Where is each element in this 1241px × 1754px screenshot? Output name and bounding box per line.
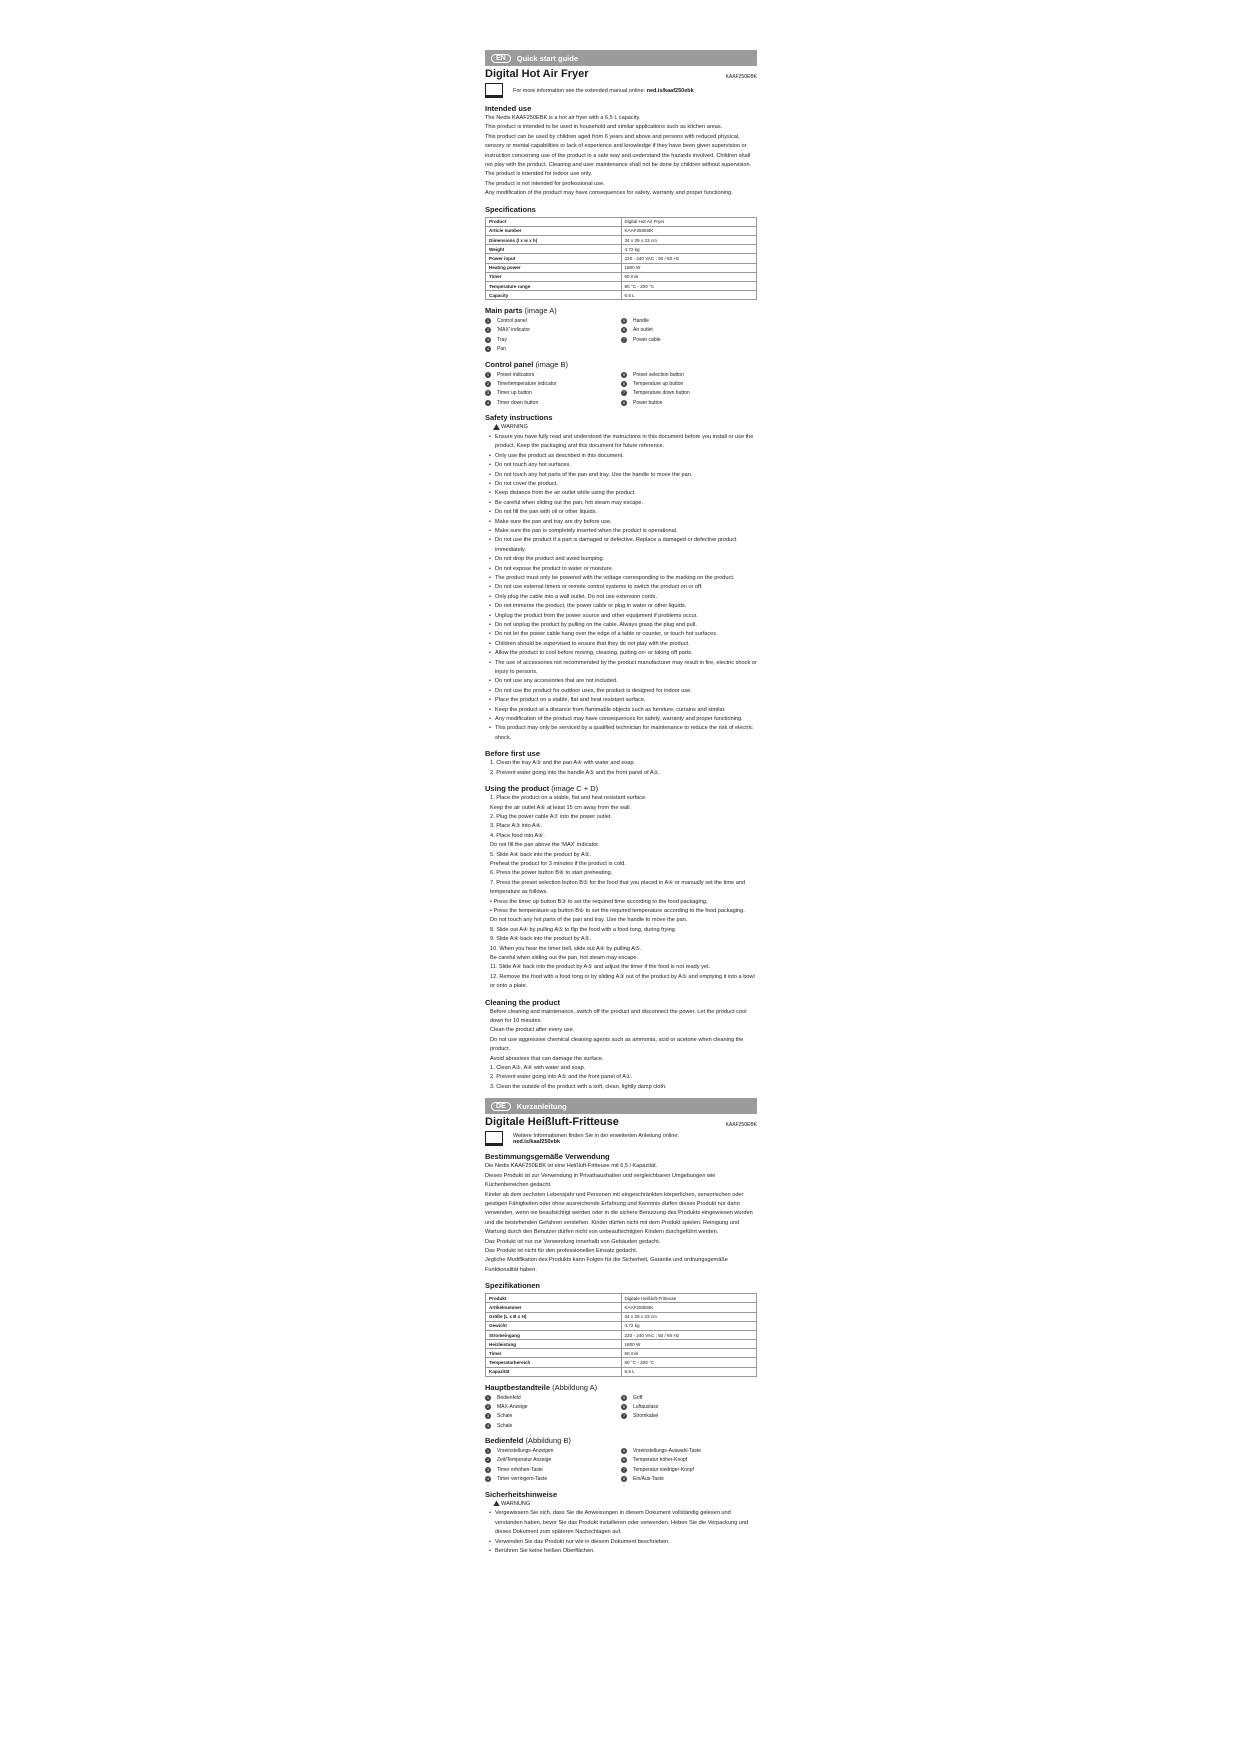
- paragraph: Jegliche Modifikation des Produkts kann Folgen für die Sicherheit, Garantie und ordnungsgemäße Funktionalität haben.: [485, 1257, 728, 1273]
- list-item: [621, 1446, 757, 1455]
- list-item: [621, 370, 757, 379]
- list-item: • Do not use the product for outdoor uses, the product is designed for indoor use.: [490, 687, 757, 696]
- table-row: [486, 1321, 757, 1330]
- number-badge: 4: [486, 1422, 490, 1428]
- list-item-label: Preset indicators: [497, 371, 535, 378]
- section-title: Spezifikationen: [485, 1281, 541, 1291]
- number-badge: 1: [486, 1448, 490, 1454]
- list-item: 4. Place food into A④.: [490, 832, 545, 839]
- control-list: [485, 370, 757, 408]
- list-item: Preheat the product for 3 minutes if the product is cold.: [490, 860, 626, 867]
- list-item-label: MAX-Anzeige: [497, 1403, 528, 1410]
- number-badge: 3: [486, 336, 490, 342]
- list-item: • Be careful when sliding out the pan, hot steam may escape.: [490, 499, 757, 508]
- list-item: [621, 1421, 757, 1430]
- list-item: 2. Plug the power cable A⑦ into the power outlet.: [490, 813, 612, 820]
- number-badge: 6: [622, 1403, 626, 1409]
- spec-value: 1800 W: [621, 1340, 757, 1349]
- number-badge: 7: [622, 1413, 626, 1419]
- list-item: [621, 379, 757, 388]
- number-badge: 6: [622, 1457, 626, 1463]
- list-item: Do not fill the pan above the 'MAX' indicator.: [490, 842, 600, 849]
- control-list: [485, 1446, 757, 1484]
- manual-link[interactable]: ned.is/kaaf250ebk: [513, 1138, 561, 1145]
- section-title: Hauptbestandteile (Abbildung A): [485, 1382, 598, 1392]
- list-item: [485, 1412, 621, 1421]
- parts-list: [485, 316, 757, 354]
- list-item: [485, 398, 621, 407]
- table-row: [486, 1294, 757, 1303]
- section-header-en: [485, 50, 757, 66]
- list-item-label: Tray: [497, 336, 507, 343]
- paragraph: The product is not intended for professional use.: [485, 180, 605, 187]
- language-badge: EN: [491, 54, 511, 63]
- spec-value: 4.72 kg: [621, 245, 757, 254]
- section-title: Bedienfeld (Abbildung B): [485, 1436, 571, 1446]
- paragraph: Das Produkt ist nicht für den professionellen Einsatz gedacht.: [485, 1247, 638, 1254]
- table-row: [486, 254, 757, 263]
- table-row: [486, 272, 757, 281]
- list-item: [485, 389, 621, 398]
- list-item: 1. Clean the tray A③ and the pan A④ with water and soap.: [490, 760, 635, 767]
- spec-table: [485, 1293, 757, 1377]
- list-item: • Do not cover the product.: [490, 480, 757, 489]
- spec-value: 6,5 L: [621, 1367, 757, 1376]
- spec-value: 220 - 240 VAC ; 50 / 60 Hz: [621, 1330, 757, 1339]
- list-item: [485, 326, 621, 335]
- number-badge: 5: [622, 1448, 626, 1454]
- table-row: [486, 291, 757, 300]
- list-item: [621, 335, 757, 344]
- section-title: Specifications: [485, 204, 536, 214]
- table-row: [486, 1303, 757, 1312]
- spec-value: Digital Hot Air Fryer: [621, 217, 757, 226]
- number-badge: 7: [622, 390, 626, 396]
- section-title: Bestimmungsgemäße Verwendung: [485, 1152, 610, 1162]
- list-item: [621, 316, 757, 325]
- article-number: KAAF250EBK: [725, 74, 757, 80]
- laptop-icon: [485, 83, 503, 98]
- list-item: Do not touch any hot parts of the pan and tray. Use the handle to move the pan.: [490, 917, 688, 924]
- section-title: Cleaning the product: [485, 997, 560, 1007]
- safety-list: [485, 1509, 757, 1556]
- spec-value: 80 °C - 200 °C: [621, 1358, 757, 1367]
- list-item: [485, 335, 621, 344]
- list-item-label: Temperatur höher-Knopf: [633, 1457, 688, 1464]
- spec-value: KAAF250EBK: [621, 1303, 757, 1312]
- warning-label: WARNUNG: [485, 1500, 757, 1509]
- manual-link[interactable]: ned.is/kaaf250ebk: [646, 87, 694, 94]
- paragraph: Das Produkt ist nur zur Verwendung innerhalb von Gebäuden gedacht.: [485, 1238, 661, 1245]
- list-item: [485, 370, 621, 379]
- spec-value: 34 x 29 x 33 cm: [621, 1312, 757, 1321]
- list-item: 12. Remove the food with a food tong or by sliding A③ out of the product by A⑤ and emptying it into a bowl or onto a plate.: [490, 973, 755, 990]
- list-item: [621, 1393, 757, 1402]
- list-item: 6. Press the power button B⑧ to start preheating.: [490, 870, 613, 877]
- list-item: • Do not fill the pan with oil or other liquids.: [490, 508, 757, 517]
- list-item: 5. Slide A④ back into the product by A⑤.: [490, 851, 592, 858]
- list-item: • Do not drop the product and avoid bumping.: [490, 555, 757, 564]
- spec-label: Weight: [489, 246, 505, 252]
- list-item: 7. Press the preset selection button B⑤ for the food that you placed in A④ or manually set the time and temperature as follows.: [490, 879, 746, 896]
- list-item-label: Zeit/Temperatur Anzeige: [497, 1457, 552, 1464]
- list-item: • Do not let the power cable hang over the edge of a table or counter, or touch hot surfaces.: [490, 630, 757, 639]
- list-item-label: Schale: [497, 1422, 513, 1429]
- page-title: Digital Hot Air Fryer: [485, 68, 589, 80]
- spec-value: 60 min: [621, 272, 757, 281]
- paragraph: Any modification of the product may have consequences for safety, warranty and proper functioning.: [485, 190, 733, 197]
- list-item: Before cleaning and maintenance, switch off the product and disconnect the power. Let the product cool down for 10 minutes.: [490, 1008, 747, 1025]
- intended-use-text: [485, 1162, 757, 1275]
- list-item: • Ensure you have fully read and understood the instructions in this document before you install or use the product. Keep the packaging and this document for future reference.: [490, 433, 757, 452]
- list-item-label: Timer erhöhen-Taste: [497, 1466, 543, 1473]
- before-list: [485, 759, 757, 778]
- list-item-label: Air outlet: [633, 327, 653, 334]
- list-item-label: Control panel: [497, 318, 527, 325]
- list-item-label: Power cable: [633, 336, 661, 343]
- paragraph: This product is intended to be used in household and similar applications such as kitchen areas.: [485, 124, 723, 131]
- paragraph: The product is intended for indoor use only.: [485, 171, 593, 178]
- number-badge: 1: [486, 1394, 490, 1400]
- page-title: Digitale Heißluft-Fritteuse: [485, 1116, 619, 1129]
- list-item: Be careful when sliding out the pan, hot steam may escape.: [490, 955, 639, 961]
- list-item-label: Temperature down button: [633, 390, 690, 397]
- list-item: Avoid abrasives that can damage the surface.: [490, 1055, 604, 1062]
- laptop-icon: [485, 1131, 503, 1146]
- list-item: 8. Slide out A④ by pulling A⑤ to flip the food with a food tong, during frying.: [490, 926, 677, 933]
- spec-label: Stromeingang: [489, 1332, 520, 1338]
- table-row: [486, 1367, 757, 1376]
- list-item: [485, 316, 621, 325]
- article-number: KAAF250EBK: [725, 1122, 757, 1129]
- spec-label: Kapazität: [489, 1369, 510, 1375]
- list-item: [621, 1465, 757, 1474]
- spec-value: 220 - 240 VAC ; 50 / 60 Hz: [621, 254, 757, 263]
- paragraph: Kinder ab dem sechsten Lebensjahr und Personen mit eingeschränkten körperlichen, sensorischen oder geistigen Fähigkeiten oder ohne ausreichende Erfahrung und Kenntnis dürfen dieses Produkt nur dann verwenden, wenn sie beaufsichtigt werden oder in die sichere Benutzung des Produkts eingewiesen wurden und die bestehenden Gefahren verstehen. Kinder dürfen nicht mit dem Produkt spielen. Reinigung und Wartung durch den Benutzer dürfen nicht von unbeaufsichtigten Kindern durchgeführt werden.: [485, 1191, 753, 1236]
- list-item: [485, 1456, 621, 1465]
- spec-value: 80 °C - 200 °C: [621, 281, 757, 290]
- list-item-label: Stromkabel: [633, 1413, 659, 1420]
- section-title: Intended use: [485, 104, 532, 113]
- list-item: • Press the temperature up button B⑥ to set the required temperature according to the food packaging.: [490, 907, 745, 914]
- list-item: [485, 379, 621, 388]
- list-item: • Make sure the pan is completely inserted when the product is operational.: [490, 527, 757, 536]
- language-badge: DE: [491, 1102, 511, 1111]
- list-item: • Do not touch any hot surfaces.: [490, 461, 757, 470]
- list-item: 1. Place the product on a stable, flat and heat resistant surface.: [490, 795, 647, 802]
- number-badge: 2: [486, 1403, 490, 1409]
- list-item: • Place the product on a stable, flat and heat resistant surface.: [490, 696, 757, 705]
- paragraph: Dieses Produkt ist zur Verwendung in Privathaushalten und vergleichbaren Umgebungen wie Küchenbereichen gedacht.: [485, 1172, 716, 1189]
- list-item: • Press the timer up button B③ to set the required time according to the food packaging.: [490, 898, 708, 905]
- list-item: 10. When you hear the timer bell, slide out A④ by pulling A⑤.: [490, 945, 642, 952]
- spec-table: [485, 217, 757, 301]
- list-item: • Vergewissern Sie sich, dass Sie die Anweisungen in diesem Dokument vollständig gelesen und verstanden haben, bevor Sie das Produkt installieren oder verwenden. Heben Sie die Verpackung und dieses Dokument zum späteren Nachschlagen auf.: [490, 1509, 757, 1537]
- manual-text: For more information see the extended manual online:: [513, 87, 646, 94]
- section-title: Using the product (image C + D): [485, 784, 599, 794]
- list-item-label: Schale: [497, 1413, 513, 1420]
- list-item: [485, 1446, 621, 1455]
- spec-label: Temperature range: [489, 283, 531, 289]
- list-item-label: Griff: [633, 1394, 643, 1401]
- spec-label: Größe (L x B x H): [489, 1314, 527, 1320]
- number-badge: 4: [486, 399, 490, 405]
- paragraph: Die Nedis KAAF250EBK ist eine Heißluft-Fritteuse mit 6,5 l Kapazität.: [485, 1163, 658, 1170]
- list-item: • Do not use the product if a part is damaged or defective. Replace a damaged or defective product immediately.: [490, 536, 757, 555]
- table-row: [486, 263, 757, 272]
- spec-label: Produkt: [489, 1295, 507, 1301]
- spec-label: Product: [489, 219, 507, 225]
- number-badge: 3: [486, 390, 490, 396]
- spec-label: Power input: [489, 256, 516, 261]
- intended-use-text: [485, 114, 757, 199]
- list-item: 3. Clean the outside of the product with a soft, clean, lightly damp cloth.: [490, 1083, 667, 1090]
- warning-icon: [493, 1500, 500, 1506]
- spec-value: 60 min: [621, 1349, 757, 1358]
- list-item-label: 'MAX' indicator: [497, 327, 531, 334]
- list-item: 9. Slide A④ back into the product by A⑤.: [490, 936, 592, 943]
- list-item: 3. Place A③ into A④.: [490, 823, 543, 830]
- number-badge: 5: [622, 371, 626, 377]
- number-badge: 2: [486, 380, 490, 386]
- number-badge: 7: [622, 336, 626, 342]
- table-row: [486, 1330, 757, 1339]
- list-item-label: Time/temperature indicator: [497, 380, 557, 387]
- safety-list: [485, 433, 757, 743]
- section-title: Control panel (image B): [485, 359, 568, 369]
- manual-text: Weitere Informationen finden Sie in der erweiterten Anleitung online:: [513, 1132, 679, 1139]
- list-item: • Children should be supervised to ensure that they do not play with the product.: [490, 640, 757, 649]
- section-title: Main parts (image A): [485, 306, 557, 316]
- list-item: • Do not use external timers or remote control systems to switch the product on or off.: [490, 583, 757, 592]
- paragraph: The Nedis KAAF250EBK is a hot air fryer with a 6,5 L capacity.: [485, 115, 641, 121]
- spec-label: Dimensions (l x w x h): [489, 237, 538, 243]
- list-item: • Do not use any accessories that are not included.: [490, 677, 757, 686]
- list-item: 1. Clean A③, A④ with water and soap.: [490, 1065, 586, 1072]
- table-row: [486, 217, 757, 226]
- warning-icon: [493, 424, 500, 430]
- list-item: • Berühren Sie keine heißen Oberflächen.: [490, 1547, 757, 1556]
- header-label: Kurzanleitung: [516, 1101, 567, 1111]
- list-item-label: Voreinstellungs-Auswahl-Taste: [633, 1448, 702, 1455]
- section-header-de: [485, 1098, 757, 1114]
- list-item: [485, 1402, 621, 1411]
- list-item-label: Temperature up button: [633, 380, 684, 387]
- number-badge: 8: [622, 399, 626, 405]
- list-item: • Allow the product to cool before moving, cleaning, putting on- or taking off parts.: [490, 649, 757, 658]
- list-item: • The product must only be powered with the voltage corresponding to the marking on the product.: [490, 574, 757, 583]
- list-item: [621, 1402, 757, 1411]
- list-item: • Make sure the pan and tray are dry before use.: [490, 518, 757, 527]
- spec-value: KAAF250EBK: [621, 226, 757, 235]
- spec-label: Timer: [489, 1350, 502, 1356]
- list-item: [621, 1475, 757, 1484]
- list-item: • Any modification of the product may have consequences for safety, warranty and proper functioning.: [490, 715, 757, 724]
- list-item-label: Pan: [497, 346, 506, 353]
- cleaning-list: [485, 1008, 757, 1093]
- warning-label: WARNING: [485, 423, 757, 432]
- spec-label: Capacity: [489, 292, 509, 298]
- list-item-label: Temperatur niedriger-Knopf: [633, 1466, 694, 1473]
- list-item: • Do not touch any hot parts of the pan and tray. Use the handle to move the pan.: [490, 471, 757, 480]
- list-item: • Unplug the product from the power source and other equipment if problems occur.: [490, 612, 757, 621]
- number-badge: 7: [622, 1466, 626, 1472]
- spec-label: Artikelnummer: [489, 1304, 522, 1310]
- list-item-label: Timer up button: [497, 390, 532, 397]
- spec-label: Temperaturbereich: [489, 1360, 531, 1366]
- list-item-label: Timer verringern-Taste: [497, 1476, 548, 1483]
- list-item: • Do not expose the product to water or moisture.: [490, 565, 757, 574]
- list-item-label: Timer down button: [497, 399, 539, 406]
- number-badge: 4: [486, 1476, 490, 1482]
- spec-label: Timer: [489, 274, 502, 280]
- spec-value: Digitale Heißluft-Fritteuse: [621, 1294, 757, 1303]
- list-item: [485, 1421, 621, 1430]
- list-item-label: Voreinstellungs-Anzeigen: [497, 1448, 554, 1455]
- number-badge: 2: [486, 327, 490, 333]
- table-row: [486, 1358, 757, 1367]
- list-item-label: Ein/Aus-Taste: [633, 1476, 664, 1483]
- list-item: • Do not unplug the product by pulling on the cable. Always grasp the plug and pull.: [490, 621, 757, 630]
- list-item: 2. Prevent water going into A⑤ and the front panel of A①.: [490, 1074, 633, 1081]
- list-item-label: Power button: [633, 399, 663, 406]
- number-badge: 1: [486, 371, 490, 377]
- spec-value: 34 x 29 x 33 cm: [621, 236, 757, 245]
- spec-value: 6.5 L: [621, 291, 757, 300]
- table-row: [486, 236, 757, 245]
- list-item: [485, 1393, 621, 1402]
- spec-label: Heizleistung: [489, 1341, 517, 1347]
- table-row: [486, 1340, 757, 1349]
- number-badge: 1: [486, 318, 490, 324]
- spec-label: Article number: [489, 228, 522, 234]
- list-item-label: Bedienfeld: [497, 1394, 521, 1401]
- list-item-label: Handle: [633, 318, 649, 325]
- spec-value: 4,72 kg: [621, 1321, 757, 1330]
- list-item: • Keep distance from the air outlet while using the product.: [490, 489, 757, 498]
- number-badge: 6: [622, 380, 626, 386]
- number-badge: 5: [622, 1394, 626, 1400]
- spec-value: 1800 W: [621, 263, 757, 272]
- list-item: • The use of accessories not recommended by the product manufacturer may result in fire, electric shock or injury to persons.: [490, 659, 757, 678]
- list-item: [485, 1475, 621, 1484]
- manual-info: [485, 83, 757, 98]
- manual-info: [485, 1131, 757, 1146]
- list-item: [621, 326, 757, 335]
- table-row: [486, 245, 757, 254]
- document-column: [485, 50, 757, 1556]
- table-row: [486, 281, 757, 290]
- list-item: [621, 389, 757, 398]
- list-item: 2. Prevent water going into the handle A⑤ and the front panel of A①.: [490, 769, 661, 776]
- section-title: Before first use: [485, 749, 541, 759]
- number-badge: 3: [486, 1413, 490, 1419]
- section-title: Safety instructions: [485, 413, 553, 423]
- paragraph: This product can be used by children aged from 6 years and above and persons with reduced physical, sensory or mental capabilities or lack of experience and knowledge if they have been given supervision or instruction concerning use of the product in a safe way and understand the hazards involved. Children shall not play with the product. Cleaning and user maintenance shall not be done by children without supervision.: [485, 133, 752, 169]
- list-item: • Do not immerse the product, the power cable or plug in water or other liquids.: [490, 602, 757, 611]
- list-item: • Verwenden Sie das Produkt nur wie in diesem Dokument beschrieben.: [490, 1538, 757, 1547]
- section-title: Sicherheitshinweise: [485, 1489, 558, 1499]
- list-item: [621, 398, 757, 407]
- spec-label: Gewicht: [489, 1323, 507, 1329]
- table-row: [486, 1349, 757, 1358]
- number-badge: 5: [622, 318, 626, 324]
- header-label: Quick start guide: [516, 53, 578, 63]
- number-badge: 2: [486, 1457, 490, 1463]
- list-item: • This product may only be serviced by a qualified technician for maintenance to reduce the risk of electric shock.: [490, 724, 757, 743]
- list-item: • Keep the product at a distance from flammable objects such as furniture, curtains and similar.: [490, 706, 757, 715]
- list-item: [485, 345, 621, 354]
- number-badge: 8: [622, 1476, 626, 1482]
- list-item: [621, 345, 757, 354]
- spec-label: Heating power: [489, 265, 521, 271]
- parts-list: [485, 1393, 757, 1431]
- list-item: • Only plug the cable into a wall outlet. Do not use extension cords.: [490, 593, 757, 602]
- number-badge: 4: [486, 346, 490, 352]
- list-item: Clean the product after every use.: [490, 1027, 575, 1034]
- using-list: [485, 794, 757, 992]
- list-item: [621, 1412, 757, 1421]
- list-item: [621, 1456, 757, 1465]
- list-item: Do not use aggressive chemical cleaning agents such as ammonia, acid or acetone when cleaning the product.: [490, 1036, 744, 1053]
- list-item-label: Luftauslass: [633, 1403, 659, 1410]
- number-badge: 6: [622, 327, 626, 333]
- list-item: Keep the air outlet A⑥ at least 15 cm away from the wall.: [490, 804, 632, 811]
- number-badge: 3: [486, 1466, 490, 1472]
- list-item: 11. Slide A④ back into the product by A⑤ and adjust the timer if the food is not ready yet.: [490, 964, 711, 971]
- list-item: • Only use the product as described in this document.: [490, 452, 757, 461]
- list-item: [485, 1465, 621, 1474]
- table-row: [486, 1312, 757, 1321]
- table-row: [486, 226, 757, 235]
- list-item-label: Preset selection button: [633, 371, 684, 378]
